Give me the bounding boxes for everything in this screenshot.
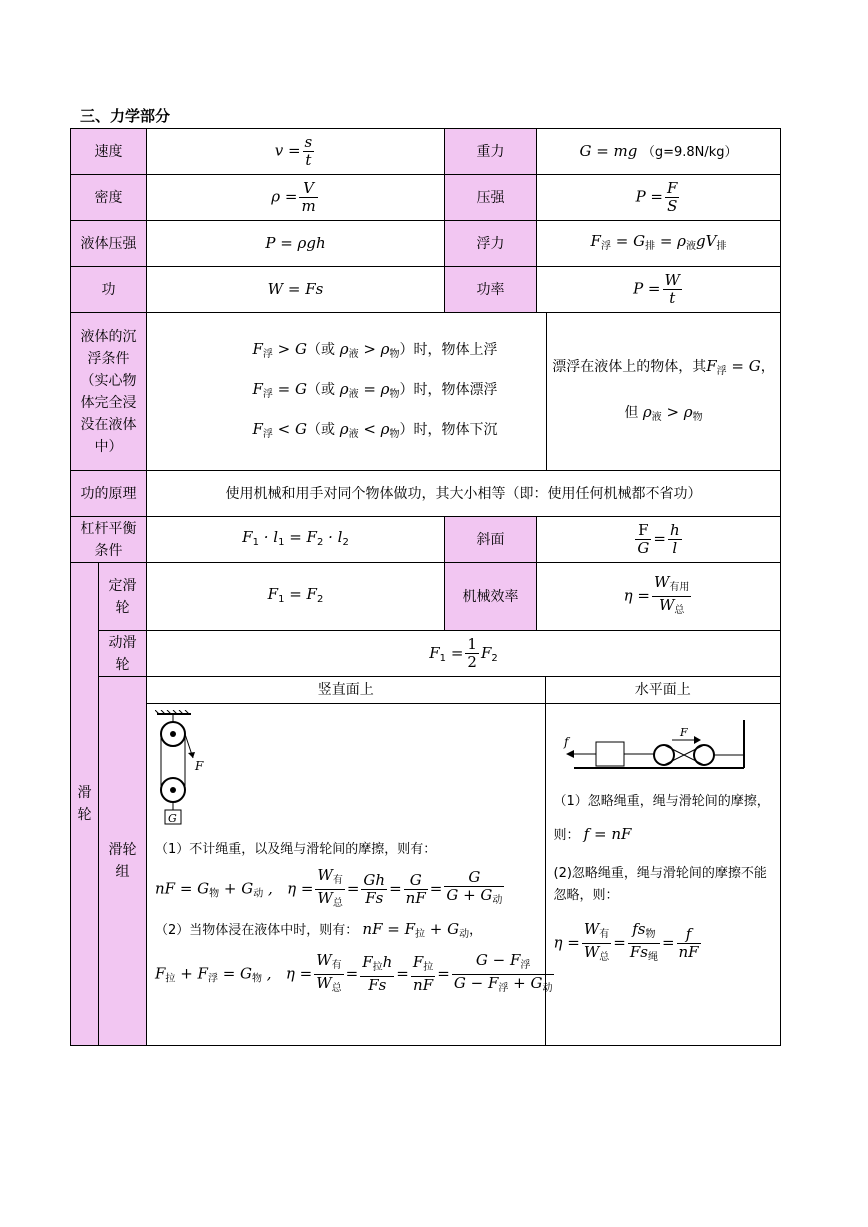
horizontal-pulley-diagram xyxy=(554,710,754,780)
horizontal-case-2: (2)忽略绳重，绳与滑轮间的摩擦不能忽略，则： xyxy=(553,865,767,903)
label-gravity: 重力 xyxy=(445,129,537,175)
formula-liquid-pressure: P = ρgh xyxy=(147,221,445,267)
vertical-case-1: （1）不计绳重，以及绳与滑轮间的摩擦，则有： xyxy=(155,841,437,857)
diagram-label-F: F xyxy=(195,758,204,773)
diagram-label-F-horizontal: F xyxy=(679,725,688,739)
formula-pressure: P = $\frac{F}{S}$ xyxy=(537,175,781,221)
pulley-block-content xyxy=(147,677,781,1046)
table-row xyxy=(71,563,781,631)
table-row xyxy=(71,677,781,1046)
label-work-principle: 功的原理 xyxy=(71,471,147,517)
horizontal-content: f F （1）忽略绳重，绳与滑轮间的摩擦， 则： f = nF (2)忽略绳重，绳与滑轮间的摩擦不能忽略，则： η = $W_有$ $W_总$ = $fs_物$ $Fs_绳$ = $\frac{f}{nF}$ xyxy=(545,703,780,1045)
label-movable-pulley: 动滑轮 xyxy=(99,631,147,677)
label-lever: 杠杆平衡条件 xyxy=(71,517,147,563)
formula-lever: $F_1 \cdot l_1 = F_2 \cdot l_2$ xyxy=(147,517,445,563)
vertical-equation-2: $F_拉 + F_浮 = G_物$ , η = $W_有$ $W_总$ = $F_拉h$ Fs = $F_拉$ nF = $G - F_浮$ $G - F_浮 + G_动$ xyxy=(155,950,553,994)
label-pulley: 滑轮 xyxy=(71,563,99,1046)
vertical-equation-1: nF = $G_物 + G_动$ , η = $W_有$ $W_总$ = $\frac{Gh}{Fs}$ = $\frac{G}{nF}$ = G $G + G_动$ xyxy=(155,865,503,909)
vertical-header: 竖直面上 xyxy=(147,677,545,703)
work-principle-text: 使用机械和用手对同个物体做功，其大小相等（即：使用任何机械都不省功） xyxy=(147,471,781,517)
label-fixed-pulley: 定滑轮 xyxy=(99,563,147,631)
table-row xyxy=(71,631,781,677)
formula-fixed-pulley: $F_1 = F_2$ xyxy=(147,563,445,631)
horizontal-header: 水平面上 xyxy=(545,677,780,703)
label-buoyancy: 浮力 xyxy=(445,221,537,267)
diagram-label-G: G xyxy=(168,811,177,825)
label-pressure: 压强 xyxy=(445,175,537,221)
formula-power: P = $\frac{W}{t}$ xyxy=(537,267,781,313)
sink-float-conditions xyxy=(147,313,547,471)
gravity-note: （g=9.8N/kg） xyxy=(641,144,738,160)
section-heading: 三、力学部分 xyxy=(80,107,171,125)
vertical-pulley-diagram xyxy=(155,710,225,828)
formula-density: ρ = $\frac{V}{m}$ xyxy=(147,175,445,221)
mechanics-formula-table xyxy=(70,128,781,1046)
label-liquid-pressure: 液体压强 xyxy=(71,221,147,267)
diagram-label-f: f xyxy=(563,734,568,749)
label-pulley-block: 滑轮组 xyxy=(99,677,147,1046)
formula-gravity: G = mg （g=9.8N/kg） xyxy=(537,129,781,175)
table-row xyxy=(71,313,781,471)
formula-speed: v = $\frac{s}{t}$ xyxy=(147,129,445,175)
formula-movable-pulley: $F_1$ = $\frac{1}{2}$ $F_2$ xyxy=(147,631,781,677)
condition-sink: $F_浮 < G$（或 $\rho_液 < \rho_物$）时，物体下沉 xyxy=(252,419,498,440)
floating-note: 漂浮在液体上的物体，其$F_浮 = G$， 但 $\rho_液 > \rho_物$ xyxy=(547,313,781,471)
table-row xyxy=(71,517,781,563)
formula-incline: $\frac{F}{G}$ = $\frac{h}{l}$ xyxy=(537,517,781,563)
condition-float: $F_浮 = G$（或 $\rho_液 = \rho_物$）时，物体漂浮 xyxy=(252,379,498,400)
table-row xyxy=(71,267,781,313)
label-sink-float: 液体的沉浮条件（实心物体完全浸没在液体中） xyxy=(71,313,147,471)
label-efficiency: 机械效率 xyxy=(445,563,537,631)
vertical-content: F G （1）不计绳重，以及绳与滑轮间的摩擦，则有： nF = $G_物 + G_动$ , η = $W_有$ $W_总$ = $\frac{Gh}{Fs}$ = $\frac{G}{nF}$ = G $G + G_动$ （2）当物体浸在液体中时，则有： nF = $F_拉 + G_动$， $F_拉 + F_浮 = G_物$ , η = $W_有$ $W_总$ = $F_拉h$ Fs = $F_拉$ nF = $G - F_浮$ $G - F_浮 + G_动$ xyxy=(147,703,545,1045)
horizontal-case-1: （1）忽略绳重，绳与滑轮间的摩擦， xyxy=(553,793,770,809)
table-row xyxy=(71,175,781,221)
label-power: 功率 xyxy=(445,267,537,313)
horizontal-then: 则： xyxy=(553,827,580,843)
table-row xyxy=(71,471,781,517)
label-density: 密度 xyxy=(71,175,147,221)
label-speed: 速度 xyxy=(71,129,147,175)
formula-buoyancy: $F_浮 = G_排 = \rho_液gV_排$ xyxy=(537,221,781,267)
vertical-case-2: （2）当物体浸在液体中时，则有： xyxy=(155,922,359,938)
table-row xyxy=(71,129,781,175)
formula-work: W = Fs xyxy=(147,267,445,313)
horizontal-equation: η = $W_有$ $W_总$ = $fs_物$ $Fs_绳$ = $\frac{f}{nF}$ xyxy=(553,919,699,963)
table-row xyxy=(71,221,781,267)
label-work: 功 xyxy=(71,267,147,313)
label-incline: 斜面 xyxy=(445,517,537,563)
formula-efficiency: η = $W_{有用}$ $W_总$ xyxy=(537,563,781,631)
condition-rise: $F_浮 > G$（或 $\rho_液 > \rho_物$）时，物体上浮 xyxy=(252,339,498,360)
